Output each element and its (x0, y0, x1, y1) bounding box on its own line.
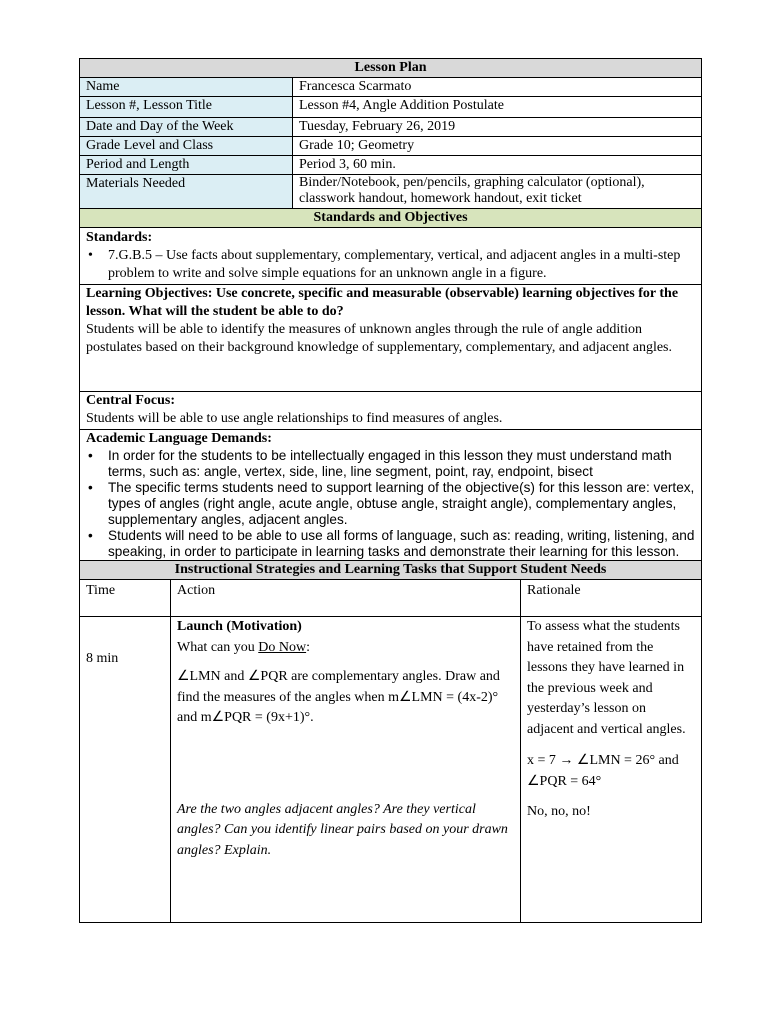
info-value: Tuesday, February 26, 2019 (293, 118, 702, 137)
strategies-header: Instructional Strategies and Learning Tasks that Support Student Needs (80, 561, 702, 580)
info-row-name (80, 78, 702, 97)
info-label: Grade Level and Class (80, 137, 293, 156)
objectives-text: Students will be able to identify the measures of unknown angles through the rule of angle addition postulates based on their background knowledge of supplementary, complementary, and adjacent angles. (86, 322, 672, 355)
lesson-plan-title: Lesson Plan (80, 59, 702, 78)
discussion-question: Are the two angles adjacent angles? Are they vertical angles? Can you identify linear pairs based on your drawn angles? Explain. (177, 801, 508, 858)
row-action (171, 617, 521, 923)
info-label: Lesson #, Lesson Title (80, 97, 293, 118)
standard-text: Use facts about supplementary, complementary, vertical, and adjacent angles in a multi-step problem to write and solve simple equations for an unknown angle in a figure. (108, 248, 681, 281)
central-focus-label: Central Focus: (86, 393, 176, 408)
info-row-date (80, 118, 702, 137)
info-label: Materials Needed (80, 175, 293, 209)
info-value: Period 3, 60 min. (293, 156, 702, 175)
info-label: Name (80, 78, 293, 97)
info-row-materials (80, 175, 702, 209)
lesson-plan (79, 58, 701, 923)
objectives-section (80, 285, 702, 392)
language-item: • The specific terms students need to support learning of the objective(s) for this lesson are: vertex, types of angles (right angle, acute angle, obtuse angle, straight angle), complementary angles, supplementary angles, adjacent angles. (86, 480, 695, 528)
row-time (80, 617, 171, 923)
central-focus-text: Students will be able to use angle relationships to find measures of angles. (86, 411, 503, 426)
info-value: Grade 10; Geometry (293, 137, 702, 156)
info-label: Date and Day of the Week (80, 118, 293, 137)
column-time: Time (80, 580, 171, 617)
lesson-row (80, 617, 702, 923)
info-row-period (80, 156, 702, 175)
info-row-lesson (80, 97, 702, 118)
info-label: Period and Length (80, 156, 293, 175)
academic-language-section (80, 430, 702, 561)
standard-code: 7.G.B.5 – (108, 248, 163, 263)
column-action: Action (171, 580, 521, 617)
do-now-problem: ∠LMN and ∠PQR are complementary angles. Draw and find the measures of the angles when m∠LMN = (4x-2)° and m∠PQR = (9x+1)°. (177, 669, 500, 725)
row-rationale (521, 617, 702, 923)
rationale-text: To assess what the students have retained from the lessons they have learned in the previous week and yesterday’s lesson on adjacent and vertical angles. (527, 619, 686, 737)
objectives-label: Learning Objectives: Use concrete, specific and measurable (observable) learning objectives for the lesson. What will the student be able to do? (86, 286, 679, 319)
lesson-plan-table (79, 58, 702, 923)
info-value: Lesson #4, Angle Addition Postulate (293, 97, 702, 118)
time-value: 8 min (86, 651, 119, 666)
language-item: • In order for the students to be intellectually engaged in this lesson they must understand math terms, such as: angle, vertex, side, line, line segment, point, ray, endpoint, bisect (86, 448, 695, 480)
column-rationale: Rationale (521, 580, 702, 617)
info-value: Binder/Notebook, pen/pencils, graphing calculator (optional), classwork handout, homework handout, exit ticket (293, 175, 702, 209)
info-row-grade (80, 137, 702, 156)
standard-item (86, 247, 695, 283)
info-value: Francesca Scarmato (293, 78, 702, 97)
standards-label: Standards: (86, 230, 153, 245)
do-now-line: What can you Do Now: (177, 639, 310, 655)
rationale-answer: x = 7 → ∠LMN = 26° and ∠PQR = 64° (527, 753, 679, 789)
academic-language-label: Academic Language Demands: (86, 431, 272, 446)
language-item: • Students will need to be able to use all forms of language, such as: reading, writing, listening, and speaking, in order to participate in learning tasks and demonstrate their learning for this lesson. (86, 528, 695, 560)
central-focus-section (80, 392, 702, 430)
do-now-link: Do Now (258, 639, 307, 655)
rationale-answer-2: No, no, no! (527, 804, 591, 819)
standards-section (80, 228, 702, 285)
launch-title: Launch (Motivation) (177, 619, 302, 634)
standards-header: Standards and Objectives (80, 209, 702, 228)
